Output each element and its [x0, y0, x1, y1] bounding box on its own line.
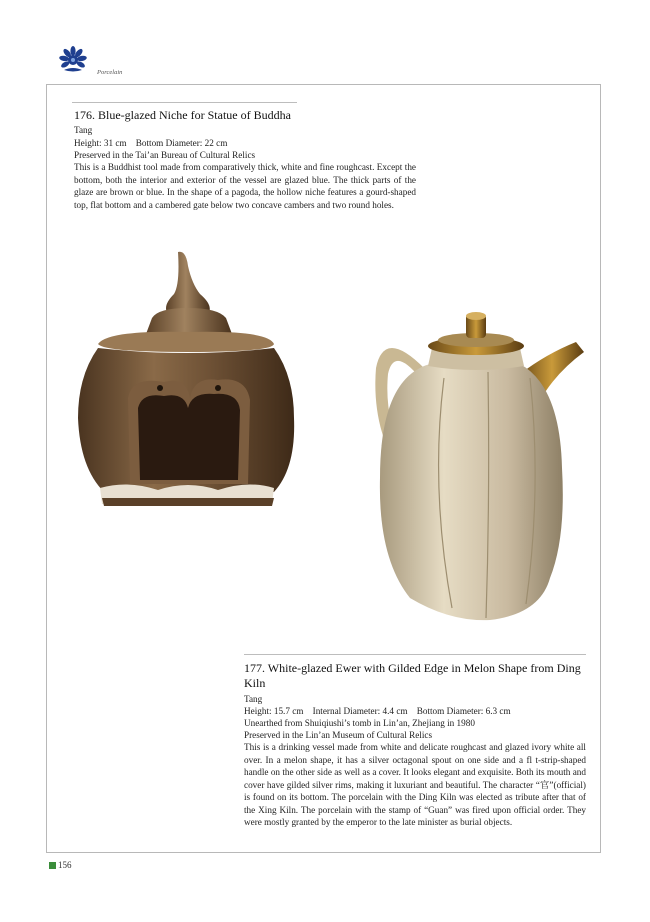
entry-177-provenance: Unearthed from Shuiqiushi’s tomb in Lin’an, Zhejiang in 1980	[244, 718, 475, 728]
entry-177-dimensions: Height: 15.7 cm Internal Diameter: 4.4 cm Bottom Diameter: 6.3 cm	[244, 706, 511, 716]
entry-177-collection: Preserved in the Lin’an Museum of Cultural Relics	[244, 730, 433, 740]
entry-177-dynasty: Tang	[244, 694, 263, 704]
entry-176-dynasty: Tang	[74, 125, 93, 135]
divider	[72, 102, 297, 103]
buddha-niche-photo	[68, 248, 300, 513]
entry-176-description: This is a Buddhist tool made from comparatively thick, white and fine roughcast. Except the bottom, both the interior and exterior of the vessel are glazed blue. The thick parts of the glaze are brown or blue. In the shape of a pagoda, the hollow niche features a gourd-shaped top, flat bottom and a cambered gate below two concave cambers and two round holes.	[74, 162, 416, 210]
entry-177-description: This is a drinking vessel made from white and delicate roughcast and glazed ivory white all over. In a melon shape, it has a silver octagonal spout on one side and a fl t-strip-shaped handle on the other side as well as a cover. It looks elegant and exquisite. Both its mouth and cover have gilded silver rims, making it luxuriant and beautiful. The character “官”(official) is found on its bottom. The porcelain with the Ding Kiln was elected as tribute after that of the Xing Kiln. The porcelain with the stamp of “Guan” was fired upon official order. They were mostly granted by the emperor to the late minister as burial objects.	[244, 742, 586, 827]
melon-ewer-photo	[370, 308, 588, 626]
entry-176-dimensions: Height: 31 cm Bottom Diameter: 22 cm	[74, 138, 228, 148]
page-number: 156	[58, 860, 72, 870]
divider	[244, 654, 586, 655]
entry-177-title: 177. White-glazed Ewer with Gilded Edge in Melon Shape from Ding Kiln	[244, 661, 581, 690]
entry-176-title: 176. Blue-glazed Niche for Statue of Buddha	[74, 108, 291, 122]
page-marker	[49, 862, 56, 869]
section-label: Porcelain	[97, 69, 123, 76]
entry-176-collection: Preserved in the Tai’an Bureau of Cultural Relics	[74, 150, 256, 160]
lotus-icon	[58, 46, 88, 76]
